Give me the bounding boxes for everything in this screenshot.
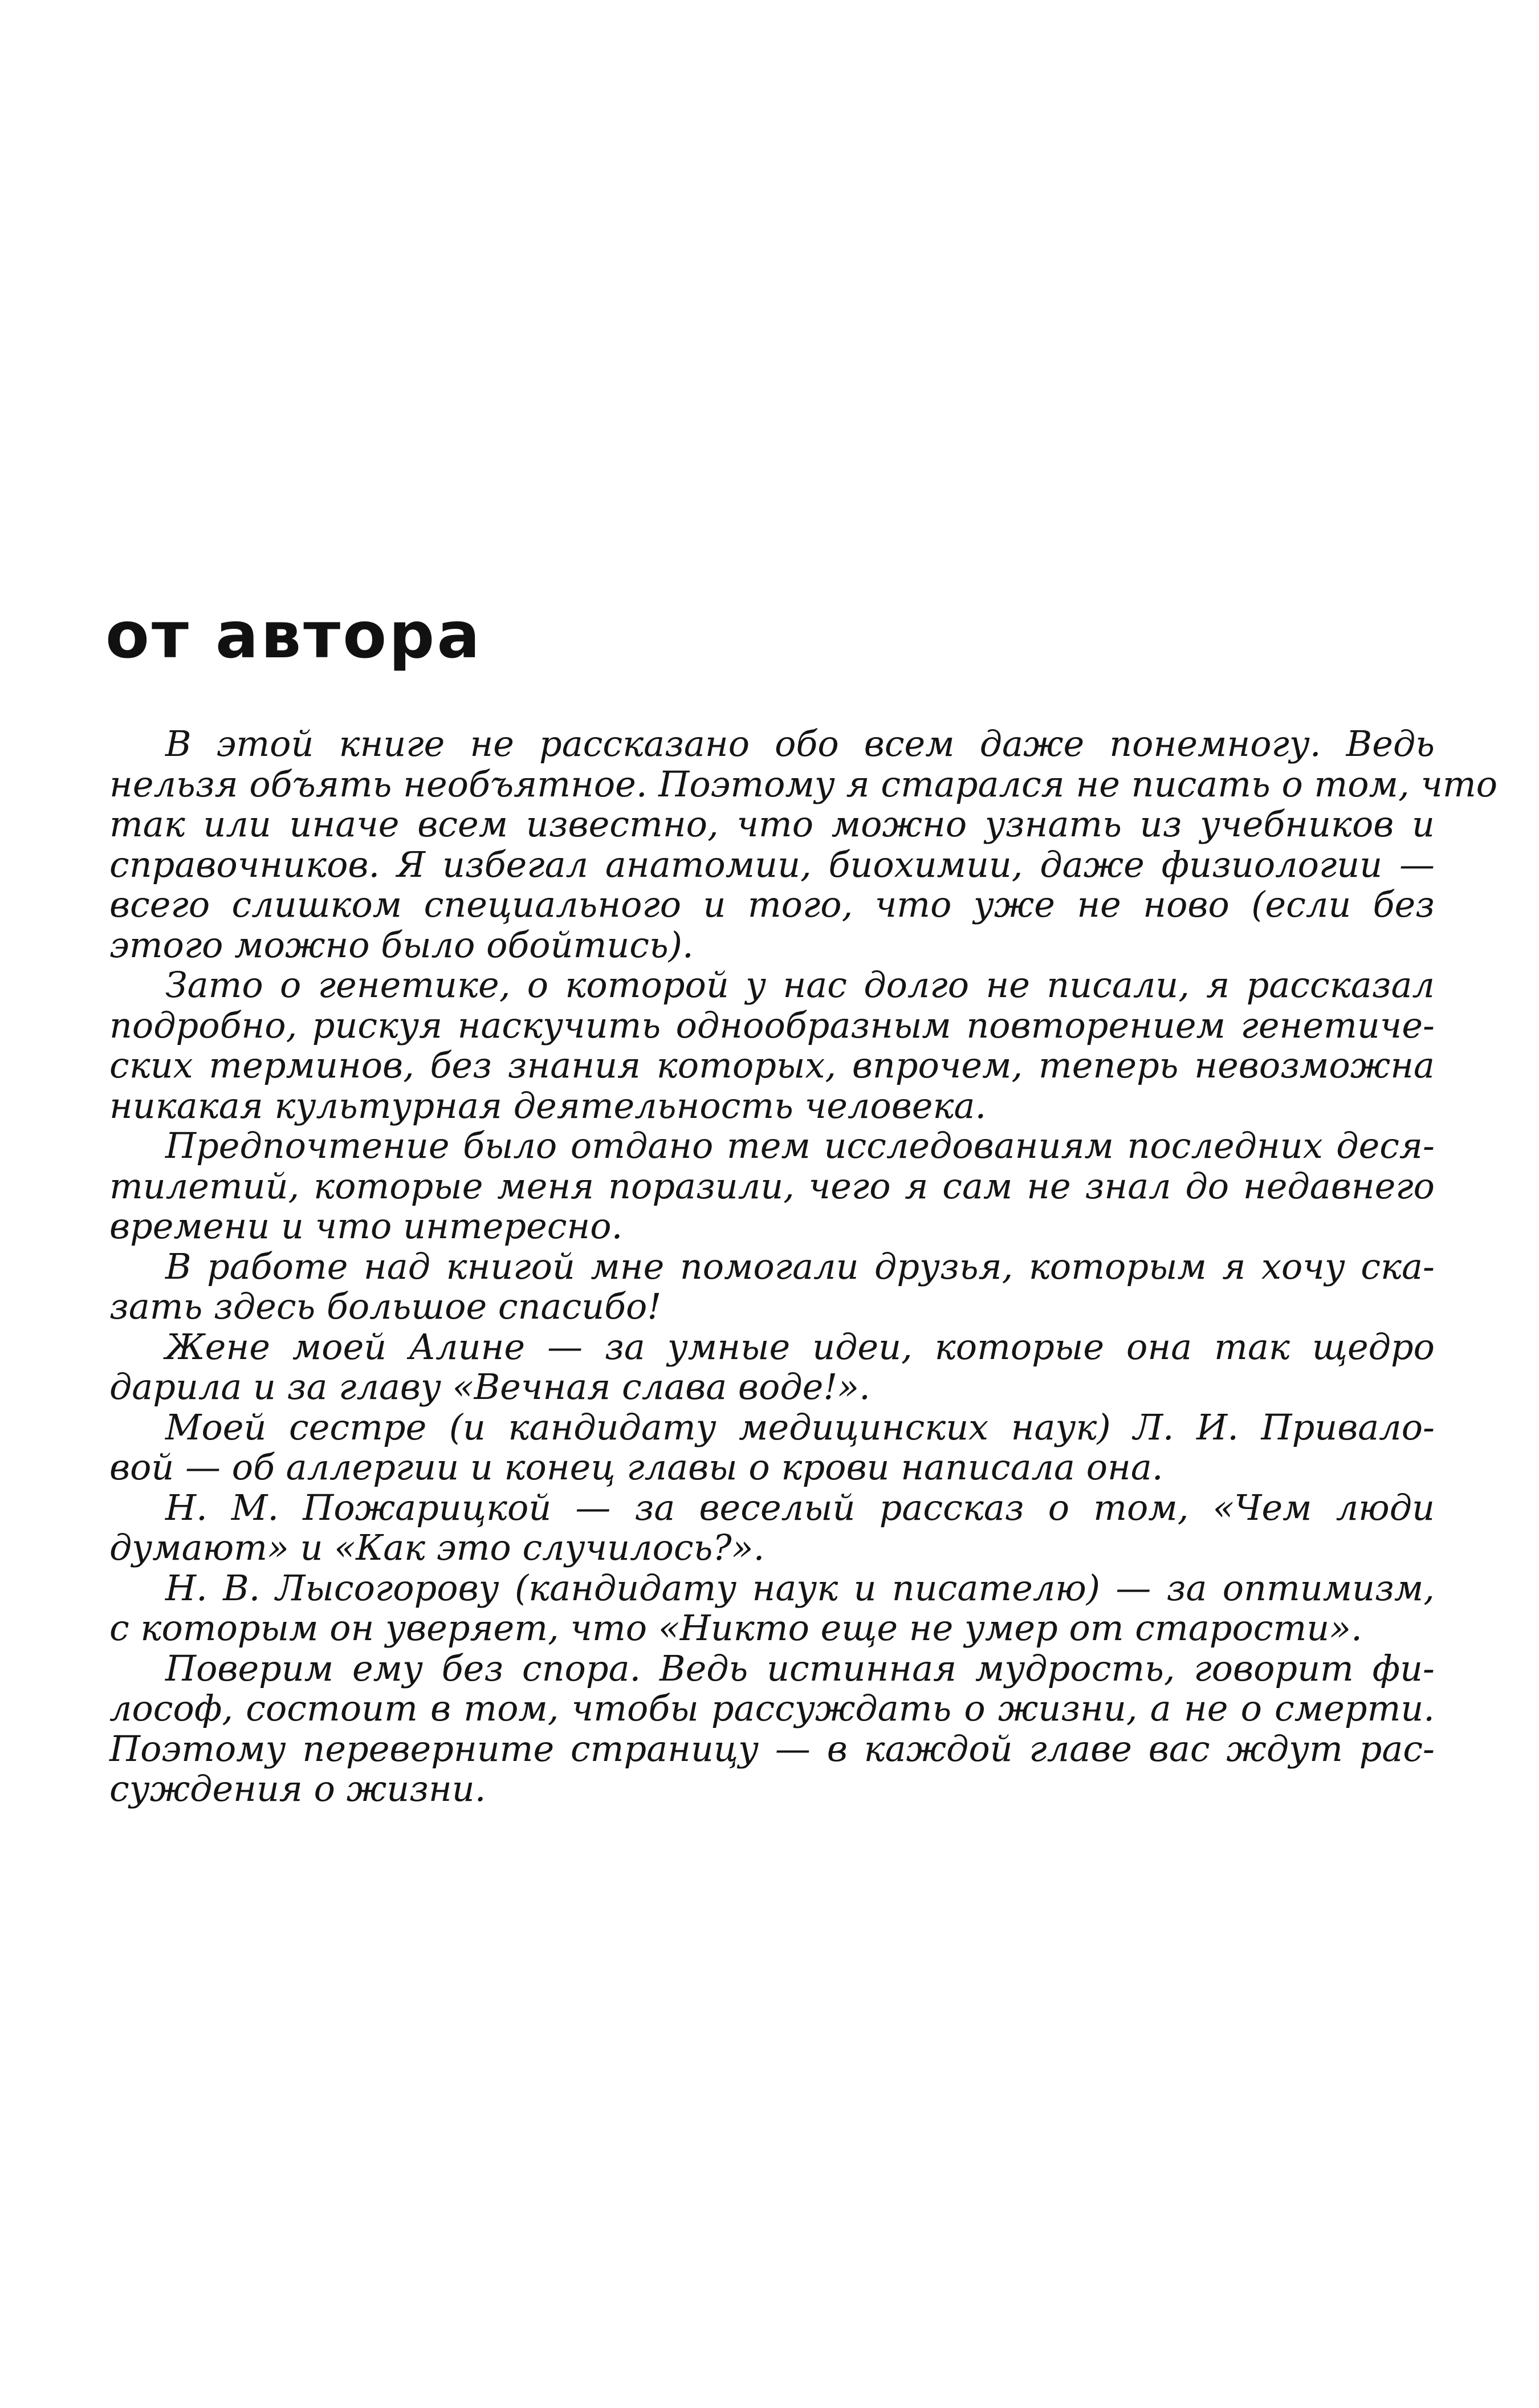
text-line: подробно, рискуя наскучить однообразным повторением генетиче- <box>109 1004 1435 1046</box>
text-line: Жене моей Алине — за умные идеи, которые она так щедро <box>165 1325 1435 1368</box>
text-line: зать здесь большое спасибо! <box>109 1286 662 1327</box>
paragraph <box>109 1126 1435 1247</box>
text-line: Поверим ему без спора. Ведь истинная мудрость, говорит фи- <box>165 1647 1435 1689</box>
text-line: с которым он уверяет, что «Никто еще не умер от старости». <box>109 1607 1362 1649</box>
text-line: думают» и «Как это случилось?». <box>109 1527 765 1568</box>
paragraph <box>109 1649 1435 1809</box>
text-line: дарила и за главу «Вечная слава воде!». <box>109 1366 870 1408</box>
text-line: Зато о генетике, о которой у нас долго не писали, я рассказал <box>165 964 1435 1006</box>
text-line: лософ, состоит в том, чтобы рассуждать о жизни, а не о смерти. <box>109 1687 1435 1729</box>
paragraph <box>109 1327 1435 1408</box>
text-line: Моей сестре (и кандидату медицинских наук) Л. И. Привало- <box>165 1406 1435 1448</box>
text-line: времени и что интересно. <box>109 1205 623 1247</box>
text-line: этого можно было обойтись). <box>109 924 694 966</box>
text-line: Предпочтение было отдано тем исследованиям последних деся- <box>165 1125 1435 1166</box>
text-line: суждения о жизни. <box>109 1768 486 1809</box>
paragraph <box>109 1488 1435 1568</box>
text-line: вой — об аллергии и конец главы о крови написала она. <box>109 1446 1163 1488</box>
paragraph <box>109 1568 1435 1649</box>
paragraph <box>109 723 1498 966</box>
text-line: никакая культурная деятельность человека. <box>109 1084 987 1126</box>
text-line: нельзя объять необъятное. Поэтому я старался не писать о том, что <box>109 763 1498 805</box>
page-heading: от автора <box>105 599 482 673</box>
text-line: Поэтому переверните страницу — в каждой главе вас ждут рас- <box>109 1727 1435 1770</box>
text-line: В работе над книгой мне помогали друзья, которым я хочу ска- <box>165 1245 1435 1287</box>
text-line: всего слишком специального и того, что уже не ново (если без <box>109 884 1435 925</box>
paragraph <box>109 1408 1435 1488</box>
paragraph <box>109 965 1435 1126</box>
text-line: ских терминов, без знания которых, впрочем, теперь невозможна <box>109 1044 1435 1086</box>
preface-text <box>109 723 1498 1809</box>
text-line: В этой книге не рассказано обо всем даже понемногу. Ведь <box>165 723 1435 764</box>
text-line: справочников. Я избегал анатомии, биохимии, даже физиологии — <box>109 843 1435 885</box>
text-line: Н. М. Пожарицкой — за веселый рассказ о том, «Чем люди <box>165 1486 1435 1528</box>
text-line: Н. В. Лысогорову (кандидату наук и писателю) — за оптимизм, <box>165 1567 1435 1609</box>
text-line: тилетий, которые меня поразили, чего я сам не знал до недавнего <box>109 1165 1435 1207</box>
paragraph <box>109 1247 1435 1327</box>
text-line: так или иначе всем известно, что можно узнать из учебников и <box>109 803 1435 845</box>
